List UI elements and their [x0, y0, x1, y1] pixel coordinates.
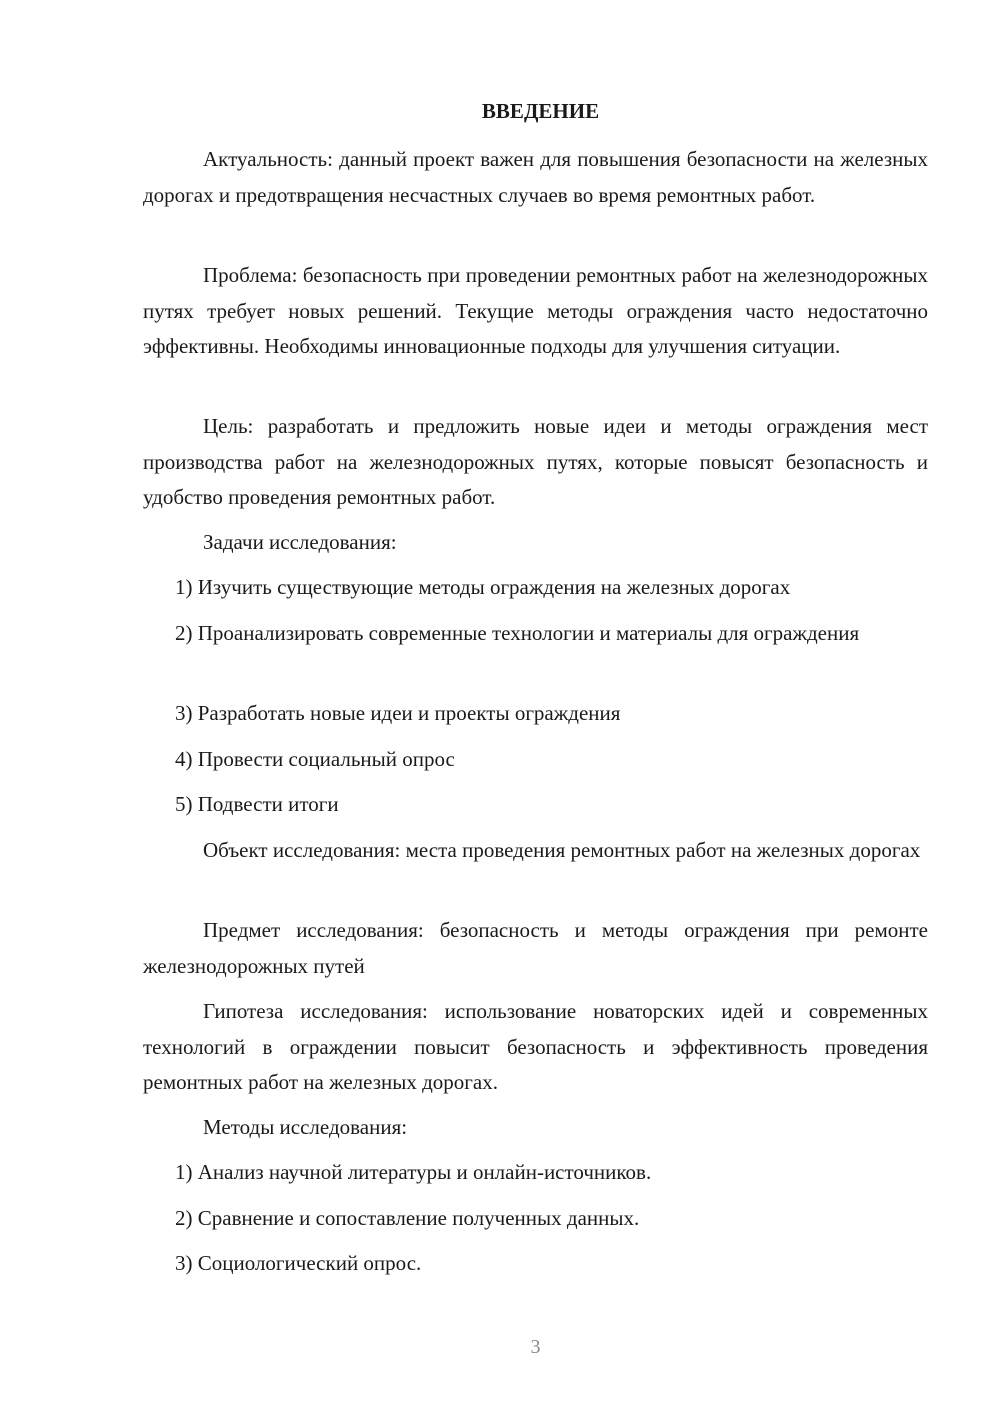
problem-paragraph: Проблема: безопасность при проведении ремонтных работ на железнодорожных путях требует новых решений. Текущие методы ограждения часто недостаточно эффективны. Необходимы инновационные подходы для улучшения ситуации.	[143, 263, 928, 358]
method-item-3: 3) Социологический опрос.	[175, 1251, 422, 1275]
method-item-2: 2) Сравнение и сопоставление полученных данных.	[175, 1206, 640, 1230]
goal-paragraph: Цель: разработать и предложить новые идеи и методы ограждения мест производства работ на железнодорожных путях, которые повысят безопасность и удобство проведения ремонтных работ.	[143, 414, 928, 509]
task-item-2: 2) Проанализировать современные технологии и материалы для ограждения	[175, 621, 860, 645]
task-item-3: 3) Разработать новые идеи и проекты ограждения	[175, 701, 621, 725]
page-title: ВВЕДЕНИЕ	[481, 99, 600, 123]
relevance-paragraph: Актуальность: данный проект важен для повышения безопасности на железных дорогах и предотвращения несчастных случаев во время ремонтных работ.	[143, 147, 928, 207]
tasks-heading: Задачи исследования:	[203, 530, 397, 554]
task-item-5: 5) Подвести итоги	[175, 792, 339, 816]
subject-paragraph: Предмет исследования: безопасность и методы ограждения при ремонте железнодорожных путей	[143, 918, 928, 978]
methods-heading: Методы исследования:	[203, 1115, 408, 1139]
object-paragraph: Объект исследования: места проведения ремонтных работ на железных дорогах	[203, 838, 921, 862]
document-page	[143, 0, 928, 1414]
task-item-1: 1) Изучить существующие методы ограждения на железных дорогах	[175, 575, 791, 599]
hypothesis-paragraph: Гипотеза исследования: использование новаторских идей и современных технологий в ограждении повысит безопасность и эффективность проведения ремонтных работ на железных дорогах.	[143, 999, 928, 1094]
method-item-1: 1) Анализ научной литературы и онлайн-источников.	[175, 1160, 652, 1184]
page-number: 3	[530, 1336, 541, 1358]
task-item-4: 4) Провести социальный опрос	[175, 747, 455, 771]
